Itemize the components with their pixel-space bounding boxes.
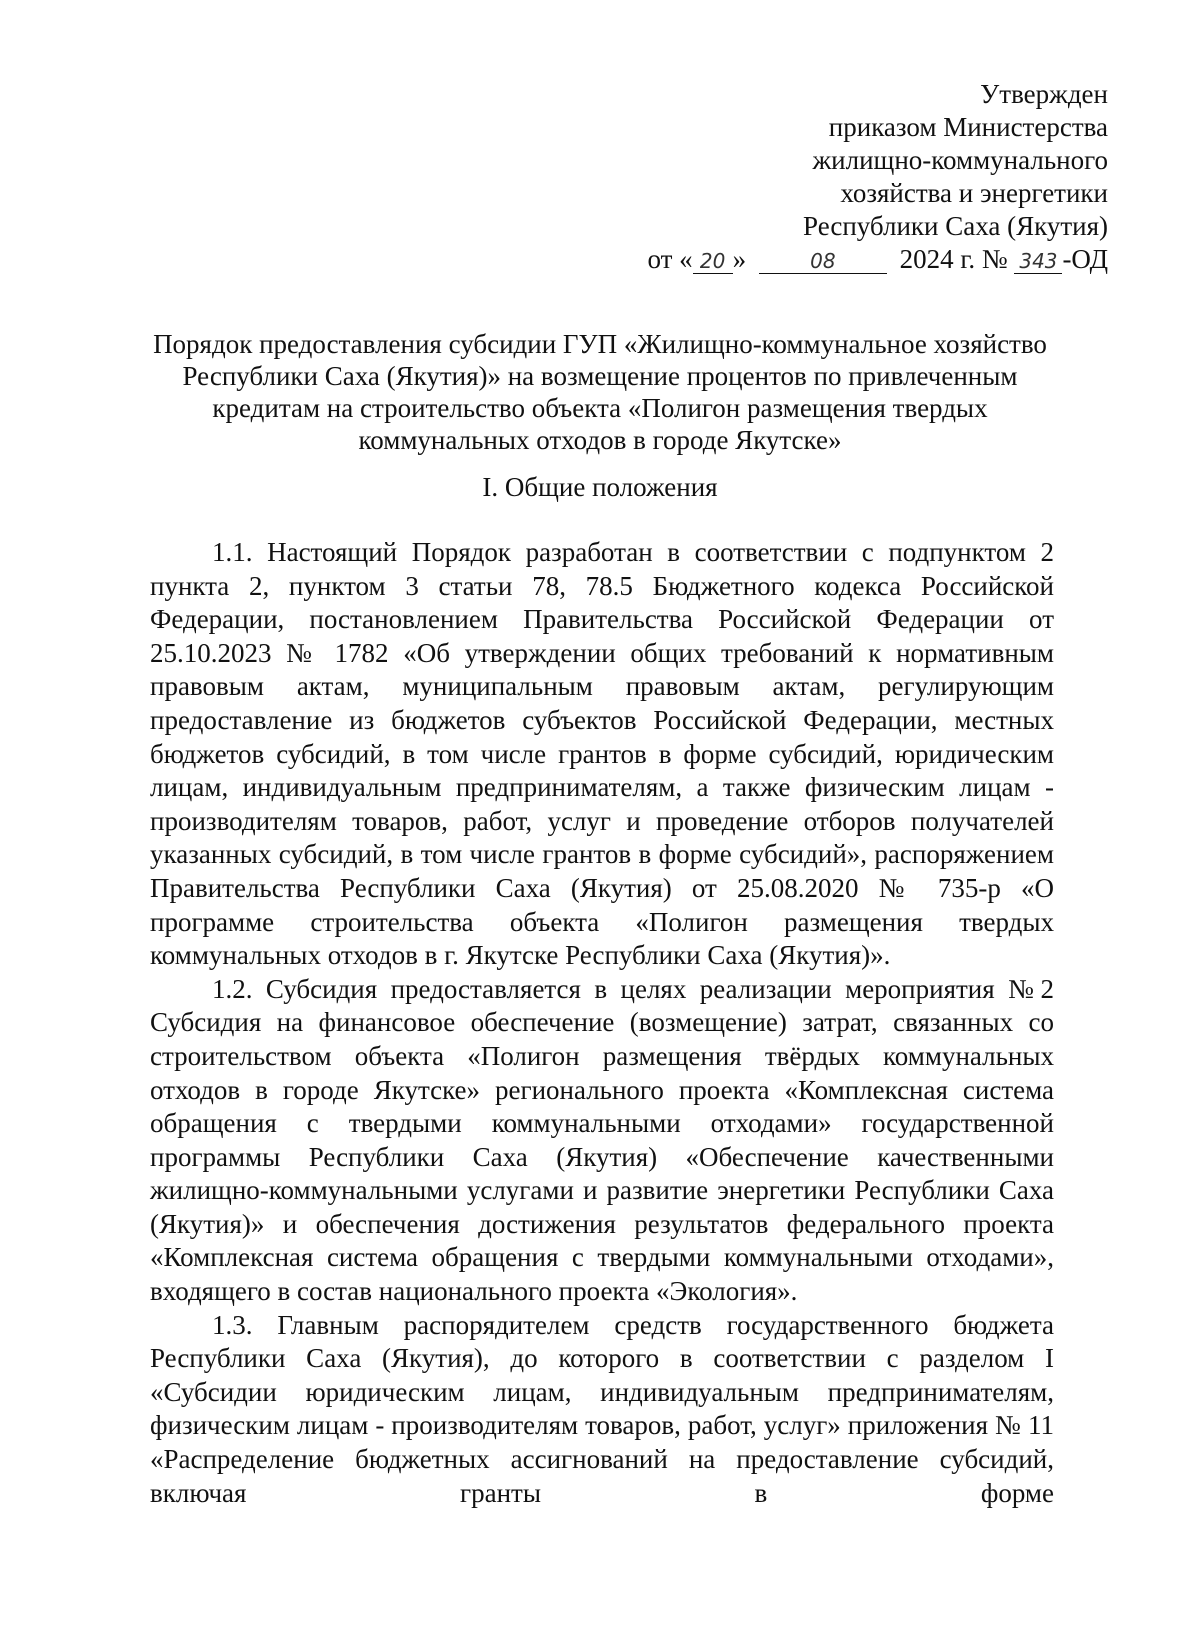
title-line-2: Республики Саха (Якутия)» на возмещение процентов по привлеченным — [182, 361, 1018, 391]
date-month-handwritten: 08 — [759, 249, 887, 274]
date-day-close: » — [732, 244, 747, 274]
title-line-1: Порядок предоставления субсидии ГУП «Жилищно-коммунальное хозяйство — [153, 329, 1047, 359]
title-line-4: коммунальных отходов в городе Якутске» — [358, 425, 842, 455]
order-number-handwritten: 343 — [1014, 249, 1062, 274]
paragraph-1-1: 1.1. Настоящий Порядок разработан в соответствии с подпунктом 2 пункта 2, пунктом 3 статьи 78, 78.5 Бюджетного кодекса Российской Федерации, постановлением Правительства Российской Федерации от 25.10.2023 № 1782 «Об утверждении общих требований к нормативным правовым актам, муниципальным правовым актам, регулирующим предоставление из бюджетов субъектов Российской Федерации, местных бюджетов субсидий, в том числе грантов в форме субсидий, юридическим лицам, индивидуальным предпринимателям, а также физическим лицам - производителям товаров, работ, услуг и проведение отборов получателей указанных субсидий, в том числе грантов в форме субсидий», распоряжением Правительства Республики Саха (Якутия) от 25.08.2020 № 735-р «О программе строительства объекта «Полигон размещения твердых коммунальных отходов в г. Якутске Республики Саха (Якутия)». — [150, 537, 1054, 971]
order-suffix: -ОД — [1062, 244, 1108, 274]
date-prefix: от « — [647, 244, 693, 274]
paragraph-1-3: 1.3. Главным распорядителем средств государственного бюджета Республики Саха (Якутия), до которого в соответствии с разделом I «Субсидии юридическим лицам, индивидуальным предпринимателям, физическим лицам - производителям товаров, работ, услуг» приложения № 11 «Распределение бюджетных ассигнований на предоставление субсидий, включая гранты в форме — [150, 1309, 1054, 1508]
approval-stamp-block — [548, 78, 1108, 276]
document-title — [150, 328, 1050, 456]
approval-line-4: хозяйства и энергетики — [840, 178, 1108, 208]
section-heading: I. Общие положения — [482, 472, 718, 502]
approval-line-3: жилищно-коммунального — [812, 145, 1108, 175]
title-line-3: кредитам на строительство объекта «Полигон размещения твердых — [212, 393, 988, 423]
date-day-handwritten: 20 — [693, 249, 733, 274]
approval-line-2: приказом Министерства — [828, 112, 1108, 142]
paragraph-1-2: 1.2. Субсидия предоставляется в целях реализации мероприятия №2 Субсидия на финансовое обеспечение (возмещение) затрат, связанных со строительством объекта «Полигон размещения твёрдых коммунальных отходов в городе Якутске» регионального проекта «Комплексная система обращения с твердыми коммунальными отходами» государственной программы Республики Саха (Якутия) «Обеспечение качественными жилищно-коммунальными услугами и развитие энергетики Республики Саха (Якутия)» и обеспечения достижения результатов федерального проекта «Комплексная система обращения с твердыми коммунальными отходами», входящего в состав национального проекта «Экология». — [150, 973, 1054, 1307]
date-year: 2024 г. № — [899, 244, 1008, 274]
approval-line-5: Республики Саха (Якутия) — [803, 211, 1108, 241]
approval-line-1: Утвержден — [980, 79, 1108, 109]
body-text — [150, 536, 1054, 1510]
approval-date-line — [548, 243, 1108, 276]
